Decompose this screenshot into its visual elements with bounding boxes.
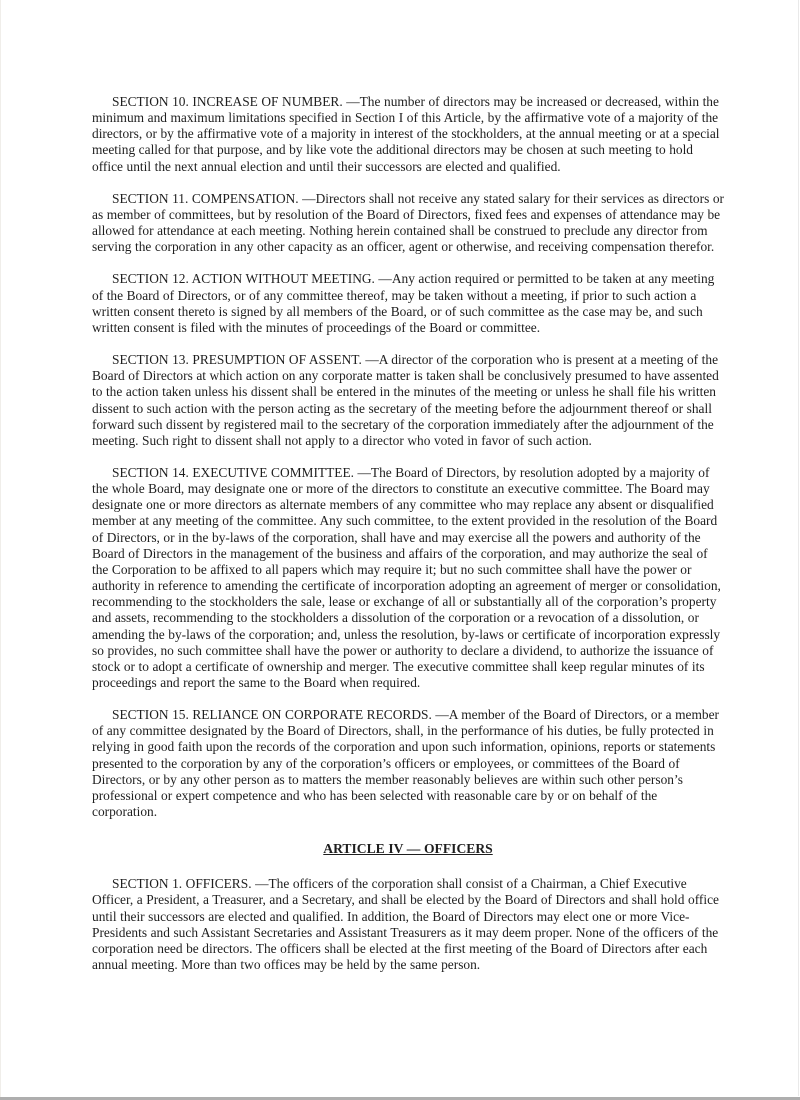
article-iv-section-1-paragraph: SECTION 1. OFFICERS. —The officers of the corporation shall consist of a Chairman, a Chief Executive Officer, a President, a Treasurer, and a Secretary, and shall be elected by the Board of Directors and shall hold office until their successors are elected and qualified. In addition, the Board of Directors may elect one or more Vice-Presidents and such Assistant Secretaries and Assistant Treasurers as it may deem proper. None of the officers of the corporation need be directors. The officers shall be elected at the first meeting of the Board of Directors after each annual meeting. More than two offices may be held by the same person. [92, 876, 719, 973]
scan-edge-left [0, 0, 1, 1100]
section-12-paragraph: SECTION 12. ACTION WITHOUT MEETING. —Any action required or permitted to be taken at any meeting of the Board of Directors, or of any committee thereof, may be taken without a meeting, if prior to such action a written consent thereto is signed by all members of the Board, or of such committee as the case may be, and such written consent is filed with the minutes of proceedings of the Board or committee. [92, 271, 715, 335]
section-10-paragraph: SECTION 10. INCREASE OF NUMBER. —The number of directors may be increased or decreased, within the minimum and maximum limitations specified in Section I of this Article, by the affirmative vote of a majority of the directors, or by the affirmative vote of a majority in interest of the stockholders, at the annual meeting or at a special meeting called for that purpose, and by like vote the additional directors may be chosen at such meeting to hold office until the next annual election and until their successors are elected and qualified. [92, 94, 720, 174]
section-11-paragraph: SECTION 11. COMPENSATION. —Directors shall not receive any stated salary for their services as directors or as member of committees, but by resolution of the Board of Directors, fixed fees and expenses of attendance may be allowed for attendance at each meeting. Nothing herein contained shall be construed to preclude any director from serving the corporation in any other capacity as an officer, agent or otherwise, and receiving compensation therefor. [92, 190, 724, 255]
section-15-paragraph: SECTION 15. RELIANCE ON CORPORATE RECORDS. —A member of the Board of Directors, or a member of any committee designated by the Board of Directors, shall, in the performance of his duties, be fully protected in relying in good faith upon the records of the corporation and upon such information, opinions, reports or statements presented to the corporation by any of the corporation’s officers or employees, or committees of the Board of Directors, or by any other person as to matters the member reasonably believes are within such other person’s professional or expert competence and who has been selected with reasonable care by or on behalf of the corporation. [92, 707, 719, 820]
scan-edge-right [798, 0, 799, 1096]
article-iv-heading-text: ARTICLE IV — OFFICERS [323, 841, 493, 857]
article-iv-heading [92, 841, 724, 857]
document-body [92, 94, 724, 989]
section-13-paragraph: SECTION 13. PRESUMPTION OF ASSENT. —A director of the corporation who is present at a meeting of the Board of Directors at which action on any corporate matter is taken shall be conclusively presumed to have assented to the action taken unless his dissent shall be entered in the minutes of the meeting or unless he shall file his written dissent to such action with the person acting as the secretary of the meeting before the adjournment thereof or shall forward such dissent by registered mail to the secretary of the corporation immediately after the adjournment of the meeting. Such right to dissent shall not apply to a director who voted in favor of such action. [92, 352, 719, 448]
section-14-paragraph: SECTION 14. EXECUTIVE COMMITTEE. —The Board of Directors, by resolution adopted by a majority of the whole Board, may designate one or more of the directors to constitute an executive committee. The Board may designate one or more directors as alternate members of any committee who may replace any absent or disqualified member at any meeting of the committee. Any such committee, to the extent provided in the resolution of the Board of Directors, or in the by-laws of the corporation, shall have and may exercise all the powers and authority of the Board of Directors in the management of the business and affairs of the corporation, and may authorize the seal of the Corporation to be affixed to all papers which may require it; but no such committee shall have the power or authority in reference to amending the certificate of incorporation adopting an agreement of merger or consolidation, recommending to the stockholders the sale, lease or exchange of all or substantially all of the corporation’s property and assets, recommending to the stockholders a dissolution of the corporation or a revocation of a dissolution, or amending the by-laws of the corporation; and, unless the resolution, by-laws or certificate of incorporation expressly so provides, no such committee shall have the power or authority to declare a dividend, to authorize the issuance of stock or to adopt a certificate of ownership and merger. The executive committee shall keep regular minutes of its proceedings and report the same to the Board when required. [92, 464, 721, 690]
